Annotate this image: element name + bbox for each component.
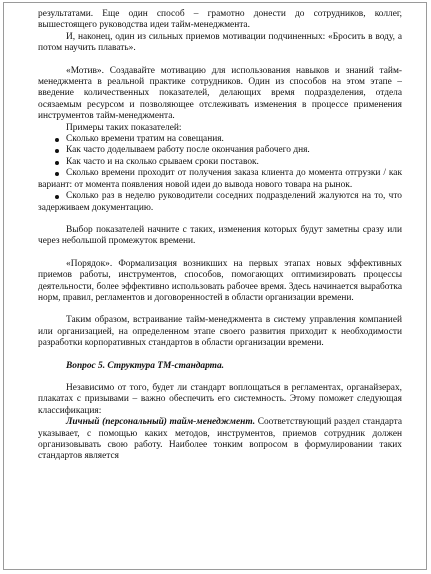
paragraph-motiv: «Мотив». Создавайте мотивацию для использования навыков и знаний тайм-менеджмента в реальной практике сотрудников. Один из способов на этом этапе – введение количественных показателей, делающих время подразделения, отдела осязаемым ресурсом и позволяющее отслеживать изменения в процессе применения инструментов тайм-менеджмента. <box>38 65 402 122</box>
paragraph-choice: Выбор показателей начните с таких, изменения которых будут заметны сразу или через небольшой промежуток времени. <box>38 224 402 247</box>
list-item: Сколько раз в неделю руководители соседних подразделений жалуются на то, что задерживаем документацию. <box>38 191 402 213</box>
paragraph-personal-tm <box>38 417 402 463</box>
paragraph-structure: Независимо от того, будет ли стандарт воплощаться в регламентах, органайзерах, плакатах с призывами – важно обеспечить его системность. Этому поможет следующая классификация: <box>38 382 402 416</box>
paragraph-2: И, наконец, один из сильных приемов мотивации подчиненных: «Бросить в воду, а потом научить плавать». <box>38 31 402 54</box>
indicator-list <box>38 134 402 214</box>
list-item: Как часто доделываем работу после окончания рабочего дня. <box>38 145 402 156</box>
list-item: Как часто и на сколько срываем сроки поставок. <box>38 157 402 168</box>
examples-intro: Примеры таких показателей: <box>66 122 182 133</box>
term-description: Соответствующий раздел стандарта указывает, с помощью каких методов, инструментов, приемов сотрудник должен организовывать свою работу. Наиболее тонким вопросом в формулировании таких стандартов является <box>38 417 402 462</box>
document-body <box>38 9 402 463</box>
paragraph-poryadok: «Порядок». Формализация возникших на первых этапах новых эффективных приемов работы, инструментов, способов, помогающих оптимизировать процессы деятельности, более эффективно использовать рабочее время. Здесь начинается выработка норм, правил, регламентов и договоренностей в области организации времени. <box>38 258 402 303</box>
section-heading: Вопрос 5. Структура ТМ-стандарта. <box>66 360 225 371</box>
list-item: Сколько времени проходит от получения заказа клиента до момента отгрузки / как вариант: от момента появления новой идеи до вывода нового товара на рынок. <box>38 168 402 190</box>
term-personal-tm: Личный (персональный) тайм-менеджмент. <box>66 417 256 428</box>
paragraph-conclusion: Таким образом, встраивание тайм-менеджмента в систему управления компанией или организацией, на определенном этапе своего развития приходит к необходимости разработки корпоративных стандартов в области организации времени. <box>38 315 402 349</box>
document-page <box>3 2 427 570</box>
paragraph-1: результатами. Еще один способ – грамотно донести до сотрудников, коллег, вышестоящего руководства идеи тайм-менеджмента. <box>38 9 402 31</box>
list-item: Сколько времени тратим на совещания. <box>38 134 402 145</box>
